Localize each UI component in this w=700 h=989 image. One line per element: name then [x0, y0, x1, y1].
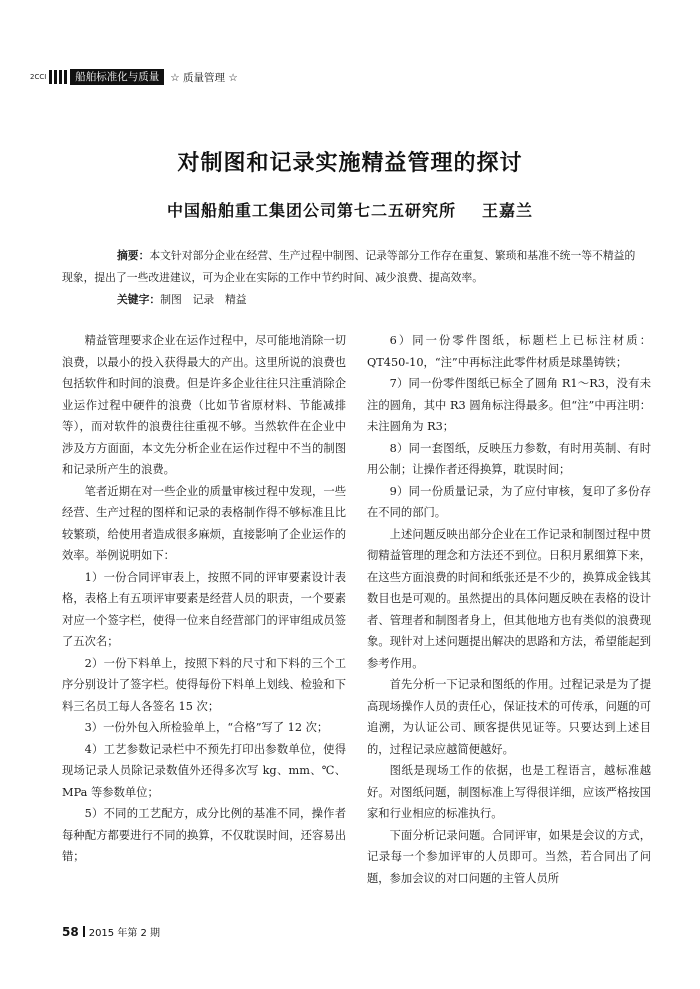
paragraph: 下面分析记录问题。合同评审，如果是会议的方式，记录每一个参加评审的人员即可。当然，若合同出了问题，参加会议的对口问题的主管人员所: [367, 828, 651, 885]
paragraph: 7）同一份零件图纸已标全了圆角 R1～R3，没有未注的圆角，其中 R3 圆角标注得最多。但“注”中再注明：未注圆角为 R3；: [367, 377, 651, 433]
paragraph: 图纸是现场工作的依据，也是工程语言，越标准越好。对图纸问题，制图标准上写得很详细，应该严格按国家和行业相应的标准执行。: [367, 764, 651, 820]
paragraph: 8）同一套图纸，反映压力参数，有时用英制、有时用公制；让操作者还得换算，耽误时间；: [367, 441, 651, 476]
spine-code: 2CCI: [30, 73, 47, 81]
running-header: [30, 69, 238, 85]
journal-section-tag: 船舶标准化与质量: [70, 69, 164, 85]
paragraph: 6）同一份零件图纸，标题栏上已标注材质：QT450-10，“注”中再标注此零件材质是球墨铸铁；: [367, 334, 651, 369]
issue-label: 2015 年第 2 期: [88, 928, 161, 939]
footer-divider: [83, 926, 85, 937]
paragraph: 4）工艺参数记录栏中不预先打印出参数单位，使得现场记录人员除记录数值外还得多次写 kg、mm、℃、MPa 等参数单位；: [62, 742, 346, 799]
paragraph: 笔者近期在对一些企业的质量审核过程中发现，一些经营、生产过程的图样和记录的表格制作得不够标准且比较繁琐，给使用者造成很多麻烦，直接影响了企业运作的效率。举例说明如下：: [62, 484, 346, 562]
header-bars-decoration: [49, 70, 67, 84]
abstract-text: 本文针对部分企业在经营、生产过程中制图、记录等部分工作存在重复、繁琐和基准不统一等不精益的现象，提出了一些改进建议，可为企业在实际的工作中节约时间、减少浪费、提高效率。: [62, 249, 636, 284]
keywords-text: 制图 记录 精益: [160, 293, 247, 306]
page-number: 58: [62, 925, 79, 939]
paragraph: 1）一份合同评审表上，按照不同的评审要素设计表格，表格上有五项评审要素是经营人员的职责，一个要素对应一个签字栏，使得一位来自经营部门的评审组成员签了五次名；: [62, 570, 346, 648]
page-footer: [62, 924, 160, 939]
paragraph: 首先分析一下记录和图纸的作用。过程记录是为了提高现场操作人员的责任心，保证技术的可传承，问题的可追溯，为认证公司、顾客提供见证等。只要达到上述目的，过程记录应越简便越好。: [367, 678, 651, 756]
paragraph: 5）不同的工艺配方，成分比例的基准不同，操作者每种配方都要进行不同的换算，不仅耽误时间，还容易出错；: [62, 807, 346, 863]
author-name: 王嘉兰: [482, 201, 534, 220]
paragraph: 精益管理要求企业在运作过程中，尽可能地消除一切浪费，以最小的投入获得最大的产出。这里所说的浪费也包括软件和时间的浪费。但是许多企业往往只注重消除企业运作过程中硬件的浪费（比如节省原材料、节能减排等），而对软件的浪费往往重视不够。当然软件在企业中涉及方方面面，本文先分析企业在运作过程中不当的制图和记录所产生的浪费。: [62, 334, 346, 476]
paragraph: 上述问题反映出部分企业在工作记录和制图过程中贯彻精益管理的理念和方法还不到位。日积月累细算下来，在这些方面浪费的时间和纸张还是不少的，换算成金钱其数目也是可观的。虽然提出的具体问题反映在表格的设计者、管理者和制图者身上，但其他地方也有类似的浪费现象。现针对上述问题提出解决的思路和方法，希望能起到参考作用。: [367, 527, 651, 670]
body-column-right: [367, 330, 651, 889]
keywords-label: 关键字：: [117, 293, 161, 306]
paragraph: 3）一份外包入所检验单上，“合格”写了 12 次；: [84, 721, 329, 734]
paragraph: 9）同一份质量记录，为了应付审核，复印了多份存在不同的部门。: [367, 484, 651, 519]
article-title: 对制图和记录实施精益管理的探讨: [177, 151, 523, 176]
affiliation: 中国船舶重工集团公司第七二五研究所: [166, 201, 456, 220]
author-line: [0, 198, 700, 221]
paragraph: 2）一份下料单上，按照下料的尺寸和下料的三个工序分别设计了签字栏。使得每份下料单上划线、检验和下料三名员工每人各签名 15 次；: [62, 656, 346, 713]
abstract-label: 摘要：: [117, 249, 150, 262]
column-tag: ☆ 质量管理 ☆: [170, 71, 238, 84]
abstract-block: [62, 245, 642, 311]
body-column-left: [62, 330, 346, 868]
